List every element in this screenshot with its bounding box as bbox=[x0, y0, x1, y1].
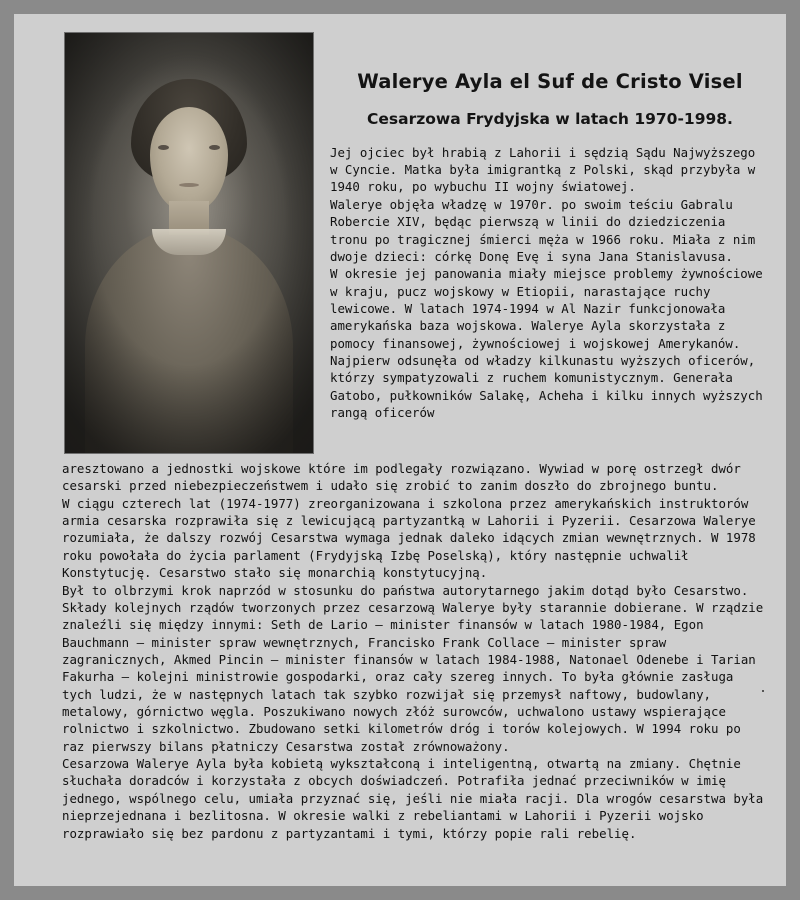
document-inner bbox=[14, 14, 786, 886]
page-title: Walerye Ayla el Suf de Cristo Visel bbox=[357, 70, 743, 93]
side-paragraph-2: Walerye objęła władzę w 1970r. po swoim teściu Gabralu Robercie XIV, będąc pierwszą w linii do dziedziczenia tronu po tragicznej śmierci męża w 1966 roku. Miała z nim dwoje dzieci: córkę Donę Evę i syna Jana Stanislavusa. bbox=[330, 196, 756, 264]
page-subtitle: Cesarzowa Frydyjska w latach 1970-1998. bbox=[367, 110, 733, 129]
body-paragraph-3: Był to olbrzymi krok naprzód w stosunku do państwa autorytarnego jakim dotąd było Cesarstwo. Składy kolejnych rządów tworzonych przez cesarzową Walerye były starannie dobierane. W rządzie znaleźli się między innymi: Seth de Lario – minister finansów w latach 1980-1984, Egon Bauchmann – minister spraw wewnętrznych, Francisko Frank Collace – minister spraw zagranicznych, Akmed Pincin – minister finansów w latach 1984-1988, Natonael Odenebe i Tarian Fakurha – kolejni ministrowie gospodarki, oraz cały szereg innych. To była głównie zasługa tych ludzi, że w następnych latach tak szybko rozwijał się przemysł naftowy, budowlany, metalowy, górnictwo węgla. Poszukiwano nowych złóż surowców, uchwalono ustawy wspierające rolnictwo i szkolnictwo. Zbudowano setki kilometrów dróg i torów kolejowych. W 1994 roku po raz pierwszy bilans płatniczy Cesarstwa został zrównoważony. bbox=[62, 582, 764, 754]
portrait-frame bbox=[64, 32, 314, 454]
body-paragraph-2: W ciągu czterech lat (1974-1977) zreorganizowana i szkolona przez amerykańskich instruktorów armia cesarska rozprawiła się z lewicującą partyzantką w Lahorii i Pyzerii. Cesarzowa Walerye rozumiała, że dalszy rozwój Cesarstwa wymaga jednak daleko idących zmian wewnętrznych. W 1978 roku powołała do życia parlament (Frydyjską Izbę Poselską), który następnie uchwalił Konstytucję. Cesarstwo stało się monarchią konstytucyjną. bbox=[62, 495, 756, 581]
body-paragraph-1: aresztowano a jednostki wojskowe które im podlegały rozwiązano. Wywiad w porę ostrzegł dwór cesarski przed niebezpieczeństwem i udało się zrobić to zanim doszło do zbrojnego buntu. bbox=[62, 461, 741, 494]
body-text-block bbox=[14, 454, 786, 842]
header-text-column bbox=[314, 32, 770, 422]
document-header-area bbox=[14, 14, 786, 454]
body-paragraph-4: Cesarzowa Walerye Ayla była kobietą wykształconą i inteligentną, otwartą na zmiany. Chętnie słuchała doradców i korzystała z obcych doświadczeń. Potrafiła jednać przeciwników w imię jednego, wspólnego celu, umiała przyznać się, jeśli nie miała racji. Dla wrogów cesarstwa była nieprzejednana i bezlitosna. W okresie walki z rebeliantami w Lahorii i Pyzerii wojsko rozprawiało się bez pardonu z partyzantami i tymi, którzy popie rali rebelię. bbox=[62, 756, 764, 841]
side-text-block bbox=[330, 144, 770, 422]
side-paragraph-1: Jej ojciec był hrabią z Lahorii i sędzią Sądu Najwyższego w Cyncie. Matka była imigrantką z Polski, skąd przybyła w 1940 roku, po wybuchu II wojny światowej. bbox=[330, 144, 756, 195]
portrait-vignette bbox=[65, 33, 313, 453]
portrait-photo bbox=[65, 33, 313, 453]
stray-mark bbox=[762, 690, 764, 692]
side-paragraph-3: W okresie jej panowania miały miejsce problemy żywnościowe w kraju, pucz wojskowy w Etiopii, narastające ruchy lewicowe. W latach 1974-1994 w Al Nazir funkcjonowała amerykańska baza wojskowa. Walerye Ayla skorzystała z pomocy finansowej, żywnościowej i wojskowej Amerykanów. Najpierw odsunęła od władzy kilkunastu wyższych oficerów, którzy sympatyzowali z ruchem komunistycznym. Generała Gatobo, pułkowników Salakę, Acheha i kilku innych wyższych rangą oficerów bbox=[330, 266, 763, 421]
